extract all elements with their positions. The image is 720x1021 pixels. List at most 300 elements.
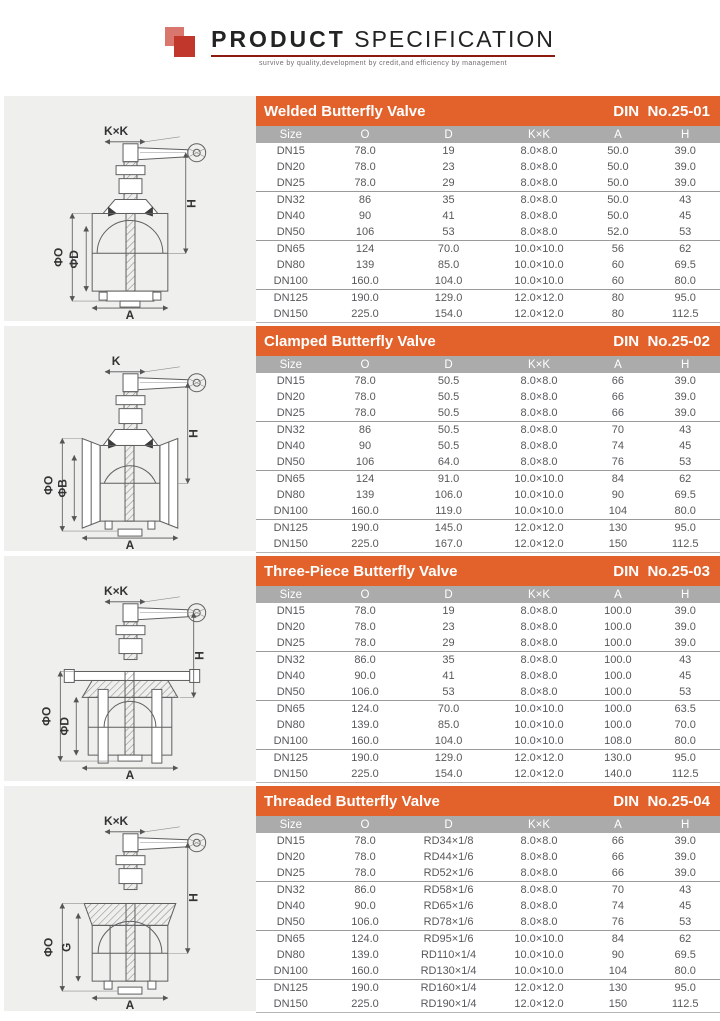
page-header (0, 0, 720, 96)
table-cell: 124.0 (351, 933, 379, 945)
table-row (256, 849, 720, 865)
table-cell: 66 (611, 851, 625, 863)
dim-label-a: A (125, 538, 135, 551)
table-cell: 45 (679, 900, 692, 912)
table-cell: 225.0 (326, 536, 405, 553)
table-cell: 39.0 (674, 391, 696, 403)
table-cell: 39.0 (650, 865, 720, 882)
table-cell: 12.0×12.0 (493, 306, 586, 323)
table-row (256, 931, 720, 948)
table-cell: DN65 (276, 473, 305, 485)
table-cell: RD78×1/6 (404, 914, 492, 931)
table-cell: RD52×1/6 (404, 865, 492, 882)
table-cell: 91.0 (437, 473, 460, 485)
three-piece-valve-drawing (4, 556, 256, 781)
table-cell: 80.0 (650, 503, 720, 520)
table-cell: 90 (358, 440, 372, 452)
table-cell: 95.0 (674, 982, 696, 994)
table-cell: 8.0×8.0 (493, 224, 586, 241)
table-cell: 106.0 (326, 914, 405, 931)
table-cell: DN100 (256, 963, 326, 980)
table-cell: RD130×1/4 (404, 963, 492, 980)
table-cell: 100.0 (604, 605, 632, 617)
table-cell: 8.0×8.0 (520, 621, 558, 633)
dim-label-inner: ΦD (67, 250, 82, 269)
col-header-kxk: K×K (493, 126, 586, 143)
table-cell: 86 (358, 194, 372, 206)
table-cell: DN65 (276, 243, 305, 255)
table-cell: DN15 (276, 145, 305, 157)
table-cell: DN25 (256, 175, 326, 192)
table-cell: DN80 (276, 489, 305, 501)
dim-label-outer: ΦO (51, 247, 66, 267)
table-cell: DN32 (276, 194, 305, 206)
table-row (256, 175, 720, 192)
table-cell: 50.5 (437, 391, 460, 403)
table-cell: DN32 (276, 654, 305, 666)
col-header-h: H (650, 816, 720, 833)
table-cell: 41 (442, 670, 455, 682)
table-cell: 130 (608, 522, 628, 534)
table-row (256, 159, 720, 175)
page-title (211, 24, 555, 54)
table-cell: 108.0 (585, 733, 650, 750)
table-cell: 69.5 (674, 949, 696, 961)
dim-label-inner: ΦB (55, 479, 70, 498)
din-number: DIN No.25-04 (613, 792, 710, 810)
table-row (256, 701, 720, 718)
table-cell: DN125 (273, 982, 308, 994)
dim-label-kxk: K×K (103, 583, 129, 598)
table-row (256, 619, 720, 635)
col-header-d: D (404, 816, 492, 833)
col-header-kxk: K×K (493, 586, 586, 603)
table-cell: 130 (608, 982, 628, 994)
table-cell: 124 (355, 243, 375, 255)
table-cell: 12.0×12.0 (514, 292, 564, 304)
table-cell: DN125 (273, 292, 308, 304)
page-title-secondary: SPECIFICATION (354, 26, 555, 52)
table-cell: DN20 (276, 391, 305, 403)
table-cell: 29 (404, 635, 492, 652)
table-cell: DN80 (276, 259, 305, 271)
table-cell: RD95×1/6 (423, 933, 474, 945)
table-cell: 43 (679, 884, 692, 896)
table-cell: 60 (585, 273, 650, 290)
table-cell: DN32 (276, 424, 305, 436)
table-cell: 12.0×12.0 (493, 766, 586, 783)
table-cell: 43 (679, 424, 692, 436)
table-cell: 8.0×8.0 (520, 194, 558, 206)
welded-valve-table-panel (256, 96, 720, 321)
table-cell: DN80 (276, 949, 305, 961)
valve-stem (116, 852, 145, 890)
table-header-row (256, 126, 720, 143)
table-cell: 80.0 (650, 733, 720, 750)
table-cell: 104 (585, 963, 650, 980)
table-cell: 84 (611, 473, 625, 485)
col-header-size: Size (256, 586, 326, 603)
table-cell: 78.0 (326, 865, 405, 882)
three-piece-valve-spec-table (256, 586, 720, 783)
table-cell: 35 (442, 194, 455, 206)
col-header-h: H (650, 586, 720, 603)
table-row (256, 520, 720, 537)
table-cell: 104.0 (404, 733, 492, 750)
table-row (256, 192, 720, 209)
clamped-valve-table-panel (256, 326, 720, 551)
table-title-bar (256, 96, 720, 126)
table-cell: 69.5 (674, 259, 696, 271)
table-cell: 39.0 (650, 405, 720, 422)
table-cell: 154.0 (404, 766, 492, 783)
table-cell: 43 (679, 194, 692, 206)
valve-body (82, 439, 178, 537)
table-cell: 78.0 (354, 375, 376, 387)
table-cell: 8.0×8.0 (520, 835, 558, 847)
table-cell: 190.0 (351, 982, 379, 994)
table-cell: DN65 (276, 703, 305, 715)
col-header-d: D (404, 356, 492, 373)
table-cell: 50.0 (607, 210, 629, 222)
dim-label-h: H (184, 199, 199, 208)
table-cell: 8.0×8.0 (493, 405, 586, 422)
table-cell: 10.0×10.0 (493, 503, 586, 520)
table-row (256, 257, 720, 273)
table-cell: RD190×1/4 (404, 996, 492, 1013)
table-cell: 76 (585, 914, 650, 931)
table-cell: 10.0×10.0 (514, 703, 564, 715)
table-cell: 8.0×8.0 (493, 175, 586, 192)
dim-label-h: H (186, 893, 201, 902)
table-cell: 8.0×8.0 (493, 865, 586, 882)
table-cell: 8.0×8.0 (520, 424, 558, 436)
table-cell: 10.0×10.0 (493, 273, 586, 290)
table-cell: RD160×1/4 (420, 982, 477, 994)
table-row (256, 241, 720, 258)
table-cell: 100.0 (585, 635, 650, 652)
table-cell: 95.0 (674, 752, 696, 764)
table-cell: 160.0 (326, 503, 405, 520)
table-cell: 124 (355, 473, 375, 485)
table-cell: 12.0×12.0 (493, 536, 586, 553)
table-header-row (256, 816, 720, 833)
table-cell: 112.5 (650, 536, 720, 553)
brand-text (211, 24, 555, 67)
table-cell: 84 (611, 933, 625, 945)
table-cell: 86 (358, 424, 372, 436)
table-cell: 35 (442, 654, 455, 666)
table-cell: 90 (611, 949, 625, 961)
dim-label-a: A (125, 768, 135, 781)
table-cell: 70.0 (437, 703, 460, 715)
table-title-bar (256, 326, 720, 356)
table-cell: 90 (611, 489, 625, 501)
table-cell: RD58×1/6 (423, 884, 474, 896)
table-cell: DN20 (276, 851, 305, 863)
table-cell: 19 (442, 145, 455, 157)
table-cell: 104 (585, 503, 650, 520)
table-cell: 190.0 (351, 292, 379, 304)
table-cell: 78.0 (354, 621, 376, 633)
table-cell: DN40 (276, 210, 305, 222)
din-number: DIN No.25-02 (613, 332, 710, 350)
table-cell: 86.0 (354, 654, 376, 666)
section-clamped-valve (4, 326, 720, 551)
table-cell: 50.5 (437, 375, 460, 387)
table-header-row (256, 586, 720, 603)
col-header-o: O (326, 816, 405, 833)
col-header-a: A (585, 126, 650, 143)
table-cell: 100.0 (604, 703, 632, 715)
welded-valve-drawing (4, 96, 256, 321)
section-welded-valve (4, 96, 720, 321)
table-cell: 10.0×10.0 (493, 733, 586, 750)
table-cell: 70 (611, 884, 625, 896)
table-cell: 129.0 (434, 752, 463, 764)
dim-label-k: K (111, 353, 121, 368)
table-cell: DN40 (276, 900, 305, 912)
table-cell: 74 (611, 440, 625, 452)
table-cell: 53 (650, 224, 720, 241)
table-cell: 8.0×8.0 (493, 914, 586, 931)
table-header-row (256, 356, 720, 373)
table-cell: 140.0 (585, 766, 650, 783)
table-cell: 190.0 (351, 752, 379, 764)
table-cell: DN20 (276, 161, 305, 173)
table-row (256, 882, 720, 899)
table-cell: 39.0 (674, 375, 696, 387)
table-cell: 50.0 (607, 161, 629, 173)
table-cell: DN50 (256, 224, 326, 241)
table-row (256, 290, 720, 307)
table-cell: DN15 (276, 835, 305, 847)
table-cell: 10.0×10.0 (493, 963, 586, 980)
table-row (256, 306, 720, 323)
table-cell: 41 (442, 210, 455, 222)
table-cell: 225.0 (326, 766, 405, 783)
table-cell: 130.0 (604, 752, 632, 764)
table-cell: 45 (679, 440, 692, 452)
table-title: Three-Piece Butterfly Valve (264, 562, 458, 580)
table-row (256, 373, 720, 389)
table-cell: 39.0 (674, 851, 696, 863)
table-row (256, 471, 720, 488)
table-cell: DN32 (276, 884, 305, 896)
table-cell: DN25 (256, 635, 326, 652)
table-cell: 8.0×8.0 (520, 670, 558, 682)
table-row (256, 503, 720, 520)
table-cell: 70.0 (437, 243, 460, 255)
table-cell: 8.0×8.0 (520, 900, 558, 912)
company-logo-icon (165, 26, 201, 66)
table-cell: 106 (326, 224, 405, 241)
table-cell: DN125 (273, 522, 308, 534)
table-cell: 90.0 (354, 900, 376, 912)
threaded-valve-drawing (4, 786, 256, 1011)
table-cell: 78.0 (326, 405, 405, 422)
table-row (256, 898, 720, 914)
table-cell: DN80 (276, 719, 305, 731)
table-row (256, 963, 720, 980)
table-cell: 8.0×8.0 (520, 145, 558, 157)
table-row (256, 947, 720, 963)
table-row (256, 652, 720, 669)
table-cell: 69.5 (674, 489, 696, 501)
table-cell: 78.0 (354, 161, 376, 173)
table-row (256, 273, 720, 290)
table-cell: 52.0 (585, 224, 650, 241)
table-cell: DN150 (256, 536, 326, 553)
table-cell: 39.0 (674, 145, 696, 157)
table-cell: 8.0×8.0 (520, 210, 558, 222)
table-cell: 53 (650, 914, 720, 931)
table-row (256, 865, 720, 882)
table-row (256, 750, 720, 767)
table-cell: DN25 (256, 405, 326, 422)
col-header-kxk: K×K (493, 816, 586, 833)
table-cell: 19 (442, 605, 455, 617)
table-cell: 10.0×10.0 (514, 489, 564, 501)
valve-body (92, 213, 168, 307)
table-row (256, 422, 720, 439)
table-cell: 50.0 (607, 194, 629, 206)
table-cell: 12.0×12.0 (514, 752, 564, 764)
table-row (256, 635, 720, 652)
table-cell: 100.0 (585, 684, 650, 701)
table-cell: DN125 (273, 752, 308, 764)
table-cell: 66 (611, 835, 625, 847)
table-cell: 8.0×8.0 (520, 440, 558, 452)
valve-body (84, 903, 176, 994)
table-cell: 23 (442, 161, 455, 173)
table-cell: 139 (355, 489, 375, 501)
valve-body (64, 669, 199, 763)
table-cell: 53 (404, 224, 492, 241)
table-cell: 66 (585, 405, 650, 422)
table-cell: 12.0×12.0 (514, 982, 564, 994)
table-cell: 53 (650, 684, 720, 701)
dim-label-outer: ΦO (41, 475, 56, 495)
table-cell: DN15 (276, 375, 305, 387)
table-row (256, 766, 720, 783)
table-row (256, 389, 720, 405)
table-cell: 80.0 (650, 963, 720, 980)
table-cell: 139 (355, 259, 375, 271)
section-three-piece-valve (4, 556, 720, 781)
col-header-h: H (650, 126, 720, 143)
table-cell: RD65×1/6 (423, 900, 474, 912)
table-cell: 56 (611, 243, 625, 255)
table-cell: DN25 (256, 865, 326, 882)
dim-label-outer: ΦO (41, 937, 56, 957)
table-row (256, 438, 720, 454)
table-cell: 78.0 (354, 835, 376, 847)
table-cell: 129.0 (434, 292, 463, 304)
table-cell: 10.0×10.0 (514, 719, 564, 731)
col-header-a: A (585, 356, 650, 373)
table-cell: RD110×1/4 (420, 949, 477, 961)
dim-label-h: H (186, 429, 201, 438)
table-cell: 39.0 (650, 175, 720, 192)
table-cell: 139.0 (351, 949, 379, 961)
table-cell: 39.0 (674, 605, 696, 617)
table-cell: 10.0×10.0 (514, 259, 564, 271)
table-cell: DN15 (276, 605, 305, 617)
table-title: Clamped Butterfly Valve (264, 332, 436, 350)
table-cell: 100.0 (604, 719, 632, 731)
table-cell: 8.0×8.0 (493, 635, 586, 652)
table-cell: 190.0 (351, 522, 379, 534)
table-cell: 12.0×12.0 (514, 522, 564, 534)
col-header-kxk: K×K (493, 356, 586, 373)
page-title-primary: PRODUCT (211, 26, 346, 52)
table-cell: 160.0 (326, 733, 405, 750)
table-cell: 10.0×10.0 (514, 933, 564, 945)
table-cell: 10.0×10.0 (514, 473, 564, 485)
col-header-h: H (650, 356, 720, 373)
table-cell: 8.0×8.0 (493, 454, 586, 471)
table-row (256, 996, 720, 1013)
table-cell: 104.0 (404, 273, 492, 290)
table-cell: DN65 (276, 933, 305, 945)
table-row (256, 914, 720, 931)
brand-tagline: survive by quality,development by credit,and efficiency by management (259, 60, 507, 67)
col-header-d: D (404, 126, 492, 143)
valve-stem (116, 162, 145, 200)
table-cell: 80.0 (650, 273, 720, 290)
table-cell: 74 (611, 900, 625, 912)
din-number: DIN No.25-01 (613, 102, 710, 120)
table-cell: 112.5 (650, 766, 720, 783)
table-cell: 8.0×8.0 (493, 684, 586, 701)
table-cell: 63.5 (674, 703, 696, 715)
col-header-o: O (326, 586, 405, 603)
table-cell: DN20 (276, 621, 305, 633)
table-cell: 53 (650, 454, 720, 471)
title-underline (211, 55, 555, 57)
table-cell: RD34×1/8 (423, 835, 474, 847)
table-row (256, 208, 720, 224)
table-row (256, 224, 720, 241)
table-cell: 10.0×10.0 (514, 949, 564, 961)
valve-stem (116, 622, 145, 660)
table-cell: 95.0 (674, 522, 696, 534)
table-cell: 225.0 (326, 306, 405, 323)
col-header-size: Size (256, 356, 326, 373)
table-row (256, 536, 720, 553)
table-cell: 43 (679, 654, 692, 666)
table-cell: 78.0 (354, 605, 376, 617)
col-header-o: O (326, 126, 405, 143)
table-cell: 112.5 (650, 996, 720, 1013)
table-title: Threaded Butterfly Valve (264, 792, 440, 810)
col-header-a: A (585, 586, 650, 603)
table-cell: 66 (611, 375, 625, 387)
table-row (256, 405, 720, 422)
brand (165, 24, 555, 96)
table-cell: 78.0 (326, 175, 405, 192)
table-cell: DN100 (256, 503, 326, 520)
dim-label-inner: G (59, 942, 74, 952)
table-cell: 225.0 (326, 996, 405, 1013)
table-cell: 66 (585, 865, 650, 882)
table-row (256, 603, 720, 619)
table-cell: 23 (442, 621, 455, 633)
table-cell: 50.0 (585, 175, 650, 192)
table-cell: 39.0 (650, 635, 720, 652)
table-cell: DN150 (256, 766, 326, 783)
